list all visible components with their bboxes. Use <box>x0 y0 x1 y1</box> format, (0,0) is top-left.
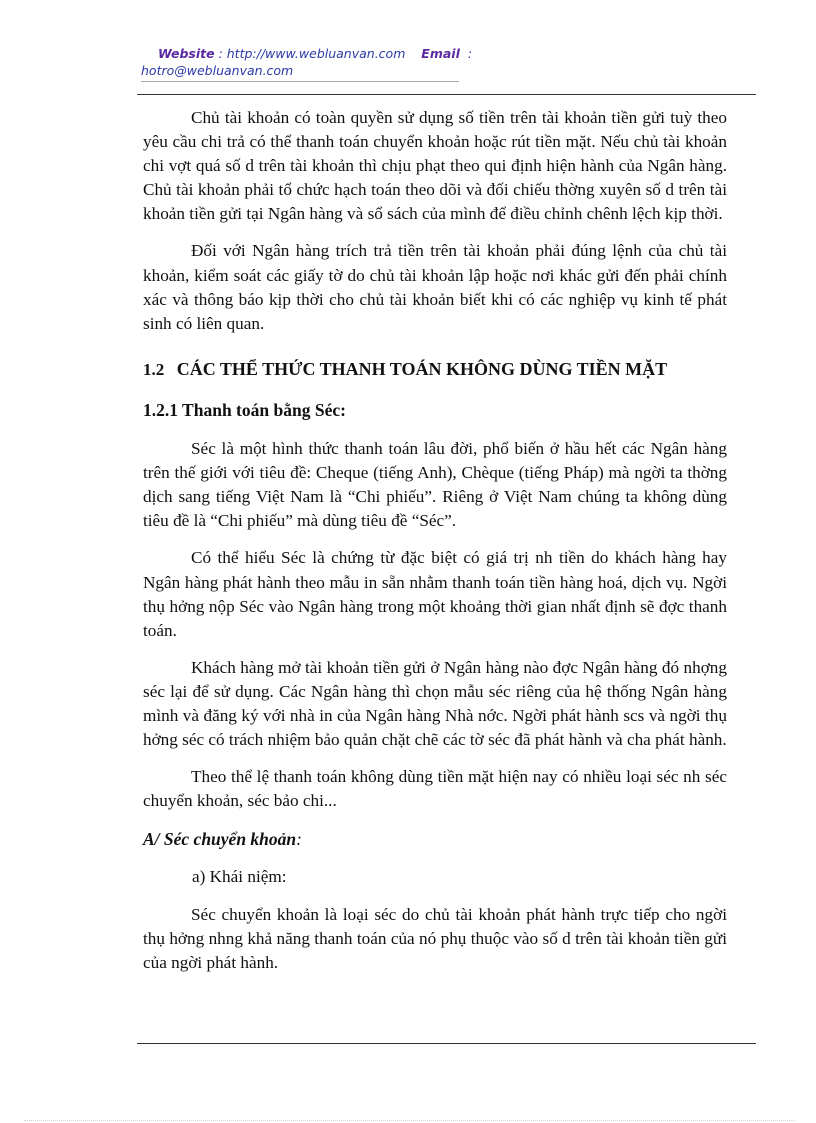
paragraph-3: Séc là một hình thức thanh toán lâu đời, phổ biến ở hầu hết các Ngân hàng trên thế giới với tiêu đề: Cheque (tiếng Anh), Chèque (tiếng Pháp) mà ngời ta thờng dịch sang tiếng Việt Nam là “Chi phiếu”. Riêng ở Việt Nam chúng ta không dùng tiêu đề là “Chi phiếu” mà dùng tiêu đề “Séc”. <box>143 439 727 531</box>
heading-sec-chuyen-khoan-text: A/ Séc chuyển khoản <box>143 829 297 850</box>
email-label: Email <box>421 46 460 61</box>
top-rule <box>137 94 756 95</box>
header-line-2 <box>141 62 459 82</box>
heading-colon: : <box>296 829 302 850</box>
paragraph-1: Chủ tài khoản có toàn quyền sử dụng số tiền trên tài khoản tiền gửi tuỳ theo yêu cầu chi trả có thể thanh toán chuyển khoản hoặc rút tiền mặt. Nếu chủ tài khoản chi vợt quá số d trên tài khoản thì chịu phạt theo qui định hiện hành của Ngân hàng. Chủ tài khoản phải tổ chức hạch toán theo dõi và đối chiếu thờng xuyên số d trên tài khoản tiền gửi tại Ngân hàng và sổ sách của mình để điều chỉnh chênh lệch kịp thời. <box>143 108 727 224</box>
section-heading-1-2 <box>143 357 727 382</box>
section-number: 1.2 <box>143 359 165 379</box>
bottom-rule <box>137 1043 756 1044</box>
document-body <box>143 106 727 988</box>
header-line-1 <box>141 45 471 62</box>
paragraph-2: Đối với Ngân hàng trích trả tiền trên tài khoản phải đúng lệnh của chủ tài khoản, kiểm soát các giấy tờ do chủ tài khoản lập hoặc nơi khác gửi đến phải chính xác và thông báo kịp thời cho chủ tài khoản biết khi có các nghiệp vụ kinh tế phát sinh có liên quan. <box>143 241 727 333</box>
subsection-heading-1-2-1: 1.2.1 Thanh toán bằng Séc: <box>143 399 346 420</box>
website-url[interactable]: : http://www.webluanvan.com <box>218 46 406 61</box>
paragraph-6: Theo thể lệ thanh toán không dùng tiền mặt hiện nay có nhiều loại séc nh séc chuyển khoản, séc bảo chi... <box>143 767 727 811</box>
sub-heading-khai-niem: a) Khái niệm: <box>192 867 287 887</box>
paragraph-5: Khách hàng mở tài khoản tiền gửi ở Ngân hàng nào đợc Ngân hàng đó nhợng séc lại để sử dụng. Các Ngân hàng thì chọn mẫu séc riêng của hệ thống Ngân hàng mình và đăng ký với nhà in của Ngân hàng Nhà nớc. Ngời phát hành scs và ngời thụ hởng séc có trách nhiệm bảo quản chặt chẽ các tờ séc đã phát hành và cha phát hành. <box>143 657 727 750</box>
paragraph-4: Có thể hiểu Séc là chứng từ đặc biệt có giá trị nh tiền do khách hàng hay Ngân hàng phát hành theo mẫu in sẵn nhằm thanh toán tiền hàng hoá, dịch vụ. Ngời thụ hởng nộp Séc vào Ngân hàng trong một khoảng thời gian nhất định sẽ đợc thanh toán. <box>143 548 727 640</box>
heading-sec-chuyen-khoan <box>143 827 727 851</box>
page-header <box>141 45 471 82</box>
website-label: Website <box>158 46 215 61</box>
page-edge-dots <box>24 1120 794 1121</box>
email-value[interactable]: hotro@webluanvan.com <box>141 63 294 78</box>
email-colon: : <box>467 46 473 61</box>
paragraph-7: Séc chuyển khoản là loại séc do chủ tài khoản phát hành trực tiếp cho ngời thụ hởng nhng khả năng thanh toán của nó phụ thuộc vào số d trên tài khoản tiền gửi của ngời phát hành. <box>143 904 727 972</box>
section-title: CÁC THỂ THỨC THANH TOÁN KHÔNG DÙNG TIỀN MẶT <box>176 358 668 379</box>
